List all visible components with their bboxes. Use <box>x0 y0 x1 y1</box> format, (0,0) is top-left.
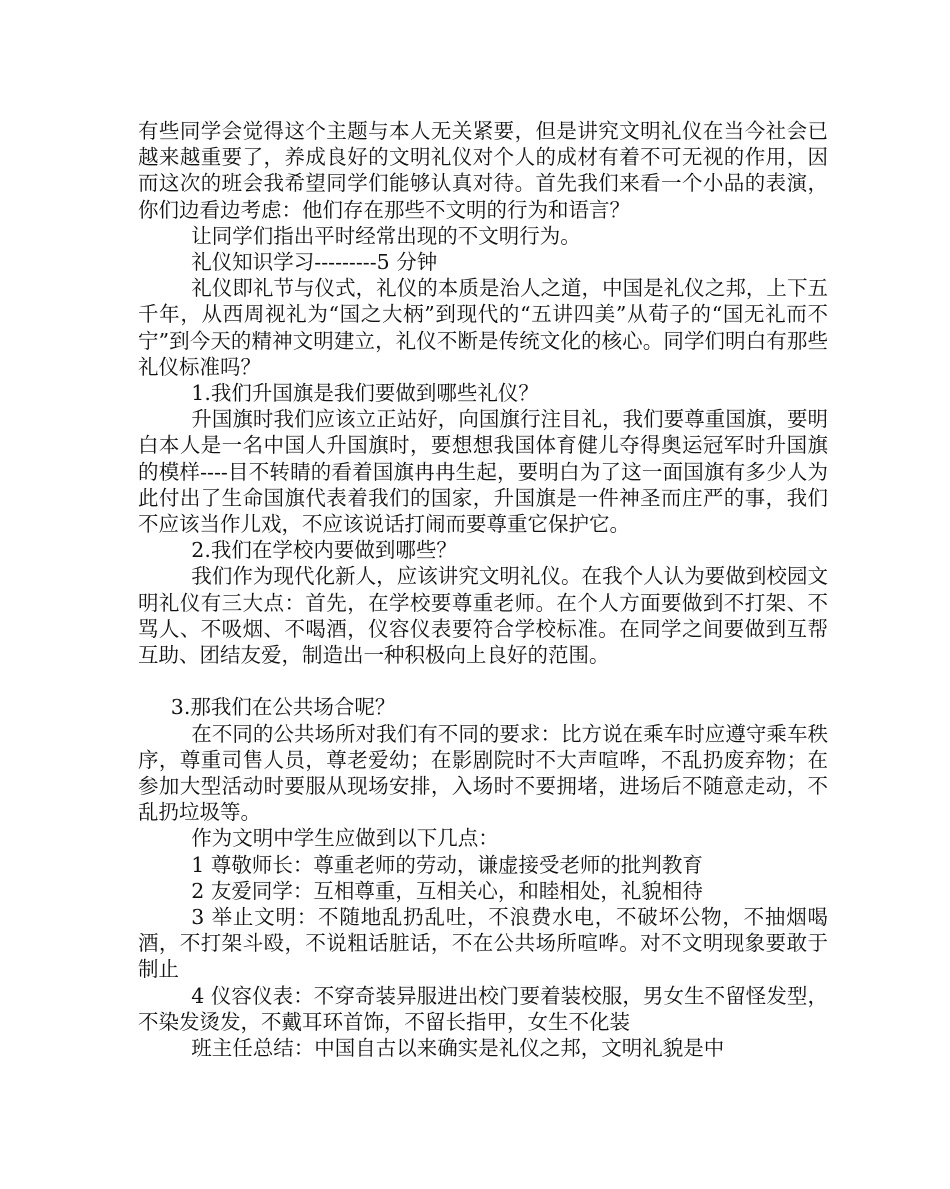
paragraph-etiquette-definition: 礼仪即礼节与仪式，礼仪的本质是治人之道，中国是礼仪之邦，上下五千年，从西周视礼为“国之大柄”到现代的“五讲四美”从荀子的“国无礼而不宁”到今天的精神文明建立，礼仪不断是传统文化的核心。同学们明白有那些礼仪标准吗？ <box>138 276 828 379</box>
paragraph-teacher-summary: 班主任总结：中国自古以来确实是礼仪之邦，文明礼貌是中 <box>191 1036 725 1061</box>
paragraph-school: 我们作为现代化新人，应该讲究文明礼仪。在我个人认为要做到校园文明礼仪有三大点：首先，在学校要尊重老师。在个人方面要做到不打架、不骂人、不吸烟、不喝酒，仪容仪表要符合学校标准。在同学之间要做到互帮互助、团结友爱，制造出一种积极向上良好的范围。 <box>138 564 828 668</box>
list-item-appearance: 4 仪容仪表：不穿奇装异服进出校门要着装校服，男女生不留怪发型，不染发烫发，不戴耳环首饰，不留长指甲，女生不化装 <box>138 983 828 1034</box>
list-item-civil-behavior: 3 举止文明：不随地乱扔乱吐，不浪费水电，不破坏公物，不抽烟喝酒，不打架斗殴，不说粗话脏话，不在公共场所喧哗。对不文明现象要敢于制止 <box>138 905 828 982</box>
blank-line <box>138 668 828 694</box>
list-item-friendly-classmates: 2 友爱同学：互相尊重，互相关心，和睦相处，礼貌相待 <box>191 878 703 903</box>
list-item-respect-teachers: 1 尊敬师长：尊重老师的劳动，谦虚接受老师的批判教育 <box>191 852 703 877</box>
paragraph-public-places: 在不同的公共场所对我们有不同的要求：比方说在乘车时应遵守乘车秩序，尊重司售人员，尊老爱幼；在影剧院时不大声喧哗，不乱扔废弃物；在参加大型活动时要服从现场安排，入场时不要拥堵，进场后不随意走动，不乱扔垃圾等。 <box>138 721 828 825</box>
paragraph-student-points-intro: 作为文明中学生应做到以下几点： <box>191 826 499 851</box>
section-heading-etiquette-study: 礼仪知识学习---------5 分钟 <box>191 250 438 275</box>
paragraph-intro: 有些同学会觉得这个主题与本人无关紧要，但是讲究文明礼仪在当今社会已越来越重要了，养成良好的文明礼仪对个人的成材有着不可无视的作用，因而这次的班会我希望同学们能够认真对待。首先我们来看一个小品的表演，你们边看边考虑：他们存在那些不文明的行为和语言？ <box>138 119 828 222</box>
question-flag-raising: 1.我们升国旗是我们要做到哪些礼仪？ <box>191 381 539 406</box>
question-school: 2.我们在学校内要做到哪些？ <box>191 538 457 563</box>
paragraph-flag-raising: 升国旗时我们应该立正站好，向国旗行注目礼，我们要尊重国旗，要明白本人是一名中国人升国旗时，要想想我国体育健儿夺得奥运冠军时升国旗的模样----目不转睛的看着国旗冉冉生起，要明白为了这一面国旗有多少人为此付出了生命国旗代表着我们的国家，升国旗是一件神圣而庄严的事，我们不应该当作儿戏，不应该说话打闹而要尊重它保护它。 <box>138 407 828 537</box>
paragraph-point-out-behaviors: 让同学们指出平时经常出现的不文明行为。 <box>191 223 581 248</box>
question-public-places: 3.那我们在公共场合呢？ <box>170 695 396 720</box>
document-page <box>138 118 828 1061</box>
